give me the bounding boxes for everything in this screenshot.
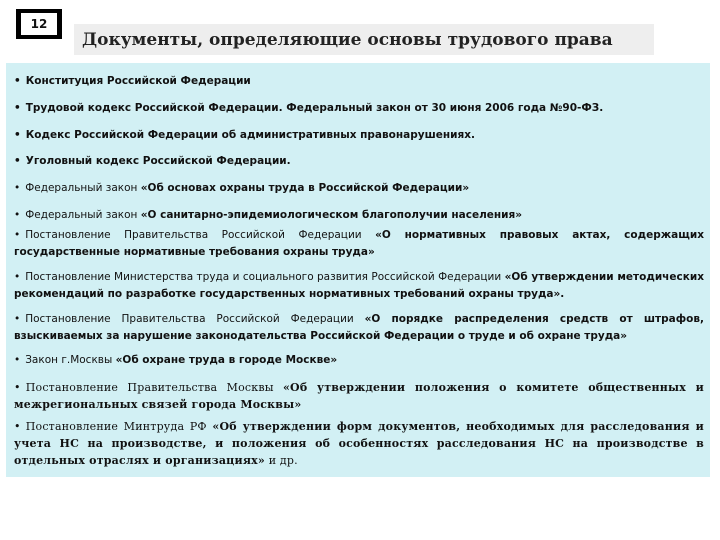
item-text: Кодекс Российской Федерации об административных правонарушениях. [25,129,475,141]
bullet: • [14,354,21,366]
document-list [6,63,710,477]
item-title: «Об утверждении положения о комитете общественных и межрегиональных связей города Москвы» [14,381,704,411]
bullet: • [14,75,21,87]
bullet: • [14,155,21,167]
page-title: Документы, определяющие основы трудового права [74,24,654,55]
list-item [14,127,704,144]
list-item [14,269,704,303]
list-item [14,100,704,117]
item-prefix: Постановление Правительства Российской Федерации [25,229,376,241]
bullet: • [14,182,21,194]
slide-number-badge [16,9,62,39]
item-prefix: Постановление Министерства труда и социального развития Российской Федерации [25,271,505,283]
bullet: • [14,271,21,283]
item-title: «О санитарно-эпидемиологическом благополучии населения» [140,209,523,221]
bullet: • [14,102,21,114]
bullet: • [14,209,21,221]
item-prefix: Федеральный закон [25,209,141,221]
item-text: Уголовный кодекс Российской Федерации. [25,155,291,167]
list-item [14,352,704,369]
list-item [14,180,704,197]
item-prefix: Федеральный закон [25,182,141,194]
bullet: • [14,313,21,325]
item-text: Конституция Российской Федерации [25,75,251,87]
list-item [14,379,704,413]
bullet: • [14,420,21,433]
list-item [14,73,704,90]
bullet: • [14,129,21,141]
item-title: «О порядке распределения средств от штрафов, взыскиваемых за нарушение законодательства Российской Федерации о труде и об охране труда» [14,313,705,342]
item-prefix: Постановление Правительства Российской Федерации [25,313,365,325]
item-title: «Об основах охраны труда в Российской Федерации» [140,182,470,194]
item-text: Трудовой кодекс Российской Федерации. Федеральный закон от 30 июня 2006 года №90-ФЗ. [25,102,604,114]
list-item [14,207,704,224]
item-prefix: Закон г.Москвы [25,354,116,366]
bullet: • [14,381,21,394]
list-item [14,311,704,345]
item-title: «О нормативных правовых актах, содержащих государственные нормативные требования охраны труда» [14,229,704,258]
item-title: «Об утверждении форм документов, необходимых для расследования и учета НС на производстве, и положения об особенностях расследования НС на производстве в отдельных отраслях и организациях» [14,420,704,467]
item-title: «Об охране труда в городе Москве» [115,354,338,366]
bullet: • [14,229,21,241]
item-prefix: Постановление Правительства Москвы [25,381,283,394]
item-title: «Об утверждении методических рекомендаций по разработке государственных нормативных требований охраны труда». [14,271,704,300]
list-item [14,153,704,170]
item-prefix: Постановление Минтруда РФ [25,420,213,433]
item-suffix: и др. [265,454,298,467]
list-item [14,227,704,261]
slide-number: 12 [20,12,58,36]
list-item [14,418,704,469]
